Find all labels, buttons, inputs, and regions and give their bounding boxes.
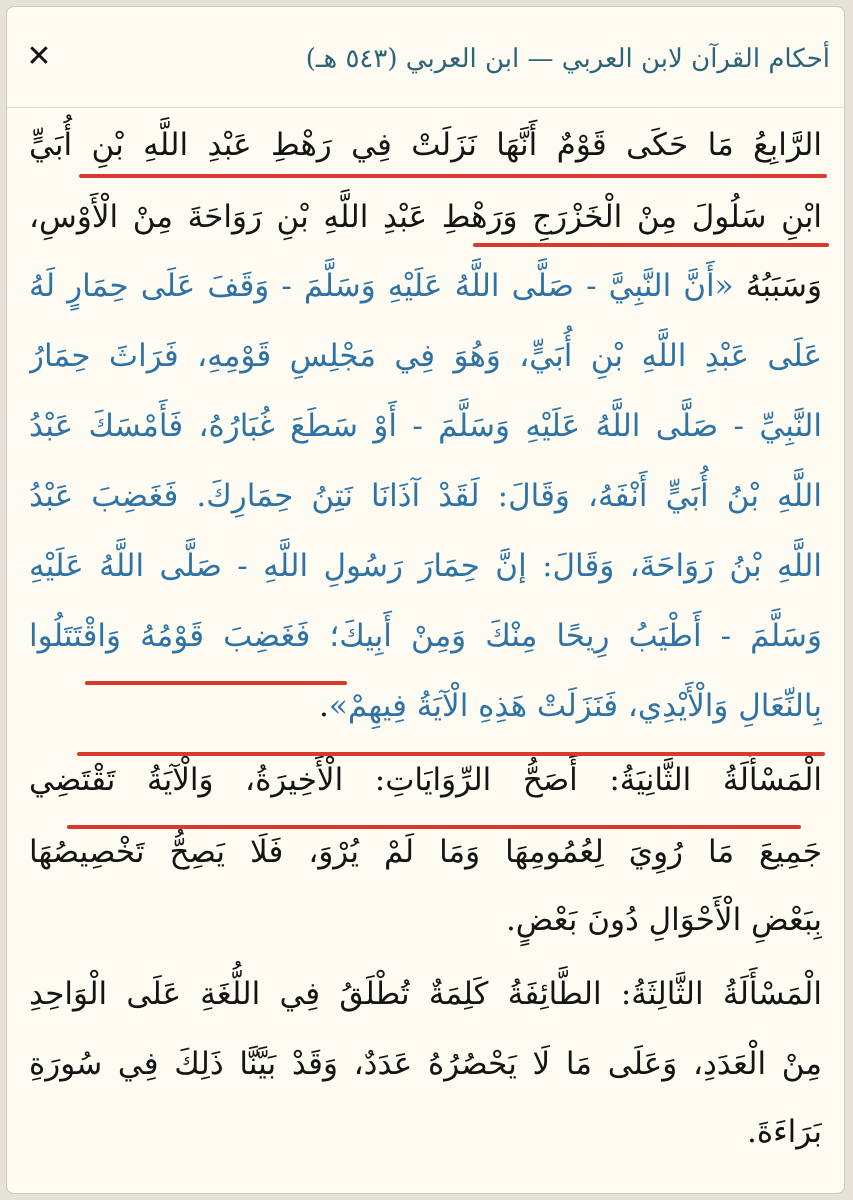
text-segment: اللَّهِ بْنُ رَوَاحَةَ، وَقَالَ: إنَّ حِمَارَ رَسُولِ اللَّهِ - صَلَّى اللَّهُ عَلَيْهِ	[29, 548, 822, 584]
text-segment: النَّبِيِّ - صَلَّى اللَّهُ عَلَيْهِ وَسَلَّمَ - أَوْ سَطَعَ غُبَارُهُ، فَأَمْسَكَ عَبْدُ	[29, 408, 822, 444]
highlight-underline	[77, 752, 825, 756]
text-segment: عَلَى عَبْدِ اللَّهِ بْنِ أُبَيٍّ، وَهُوَ فِي مَجْلِسِ قَوْمِهِ، فَرَاثَ حِمَارُ	[29, 338, 822, 374]
text-segment: وَسَبَبُهُ	[733, 268, 822, 304]
text-line	[29, 463, 822, 529]
close-icon[interactable]: ✕	[26, 39, 52, 74]
text-line	[29, 887, 822, 953]
reader-window	[6, 6, 845, 1194]
text-segment: بِبَعْضِ الْأَحْوَالِ دُونَ بَعْضٍ.	[505, 902, 822, 938]
highlight-underline	[79, 174, 827, 178]
text-line	[29, 961, 822, 1027]
text-line	[29, 1031, 822, 1097]
text-line	[29, 112, 822, 178]
text-segment: .	[319, 688, 329, 724]
text-segment: اللَّهِ بْنُ أُبَيٍّ أَنْفَهُ، وَقَالَ: لَقَدْ آذَانَا نَتِنُ حِمَارِكَ. فَغَضِبَ عَبْدُ	[29, 478, 822, 514]
reader-header	[7, 7, 844, 108]
text-line	[29, 1099, 822, 1165]
text-line	[29, 253, 822, 319]
text-segment: بِالنِّعَالِ وَالْأَيْدِي، فَنَزَلَتْ هَذِهِ الْآيَةُ فِيهِمْ»	[328, 688, 822, 724]
text-segment: الرَّابِعُ مَا حَكَى قَوْمٌ أَنَّهَا نَزَلَتْ فِي رَهْطِ عَبْدِ اللَّهِ بْنِ أُبَيٍّ	[29, 127, 822, 163]
text-segment: وَسَلَّمَ - أَطْيَبُ رِيحًا مِنْكَ وَمِنْ أَبِيكَ؛ فَغَضِبَ قَوْمُهُ وَاقْتَتَلُوا	[29, 618, 822, 654]
text-segment: «أَنَّ النَّبِيَّ - صَلَّى اللَّهُ عَلَيْهِ وَسَلَّمَ - وَقَفَ عَلَى حِمَارٍ لَهُ	[29, 268, 734, 304]
text-segment: الْمَسْأَلَةُ الثَّانِيَةُ: أَصَحُّ الرِّوَايَاتِ: الْأَخِيرَةُ، وَالْآيَةُ تَقْتَضِي	[29, 762, 822, 798]
book-title: أحكام القرآن لابن العربي — ابن العربي (٥٤٣ هـ)	[305, 44, 830, 74]
text-line	[29, 184, 822, 250]
highlight-underline	[473, 243, 829, 247]
highlight-underline	[67, 825, 801, 829]
text-line	[29, 393, 822, 459]
text-line	[29, 747, 822, 813]
text-line	[29, 533, 822, 599]
text-segment: الْمَسْأَلَةُ الثَّالِثَةُ: الطَّائِفَةُ كَلِمَةٌ تُطْلَقُ فِي اللُّغَةِ عَلَى الْوَاحِدِ	[29, 976, 822, 1012]
text-segment: بَرَاءَةَ.	[746, 1114, 822, 1150]
text-segment: ابْنِ سَلُولَ مِنْ الْخَزْرَجِ وَرَهْطِ عَبْدِ اللَّهِ بْنِ رَوَاحَةَ مِنْ الْأَوْسِ،	[29, 199, 822, 235]
text-line	[29, 603, 822, 669]
text-segment: مِنْ الْعَدَدِ، وَعَلَى مَا لَا يَحْصُرُهُ عَدَدٌ، وَقَدْ بَيَّنَّا ذَلِكَ فِي سُورَةِ	[29, 1046, 822, 1082]
text-line	[29, 323, 822, 389]
text-segment: جَمِيعَ مَا رُوِيَ لِعُمُومِهَا وَمَا لَمْ يُرْوَ، فَلَا يَصِحُّ تَخْصِيصُهَا	[29, 834, 822, 870]
highlight-underline	[85, 681, 347, 685]
